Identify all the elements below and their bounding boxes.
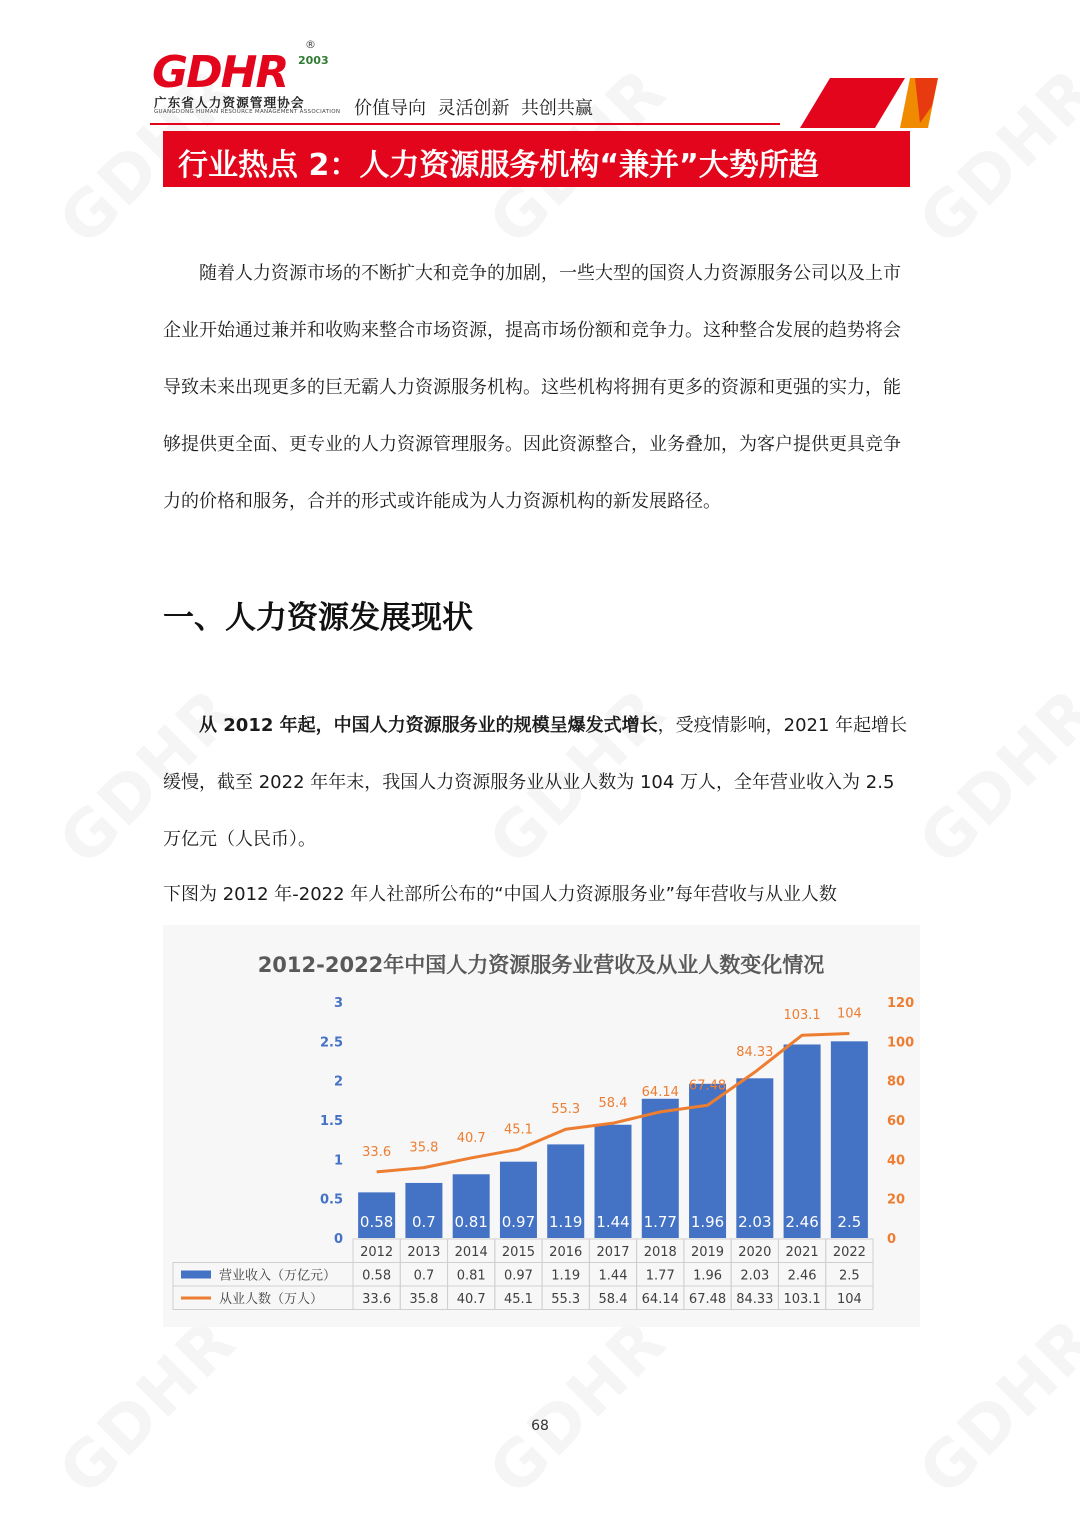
table-value: 84.33 bbox=[736, 1292, 774, 1307]
revenue-bar-label: 0.7 bbox=[411, 1213, 436, 1231]
status-paragraph bbox=[163, 697, 918, 868]
table-value: 0.7 bbox=[413, 1268, 435, 1284]
org-name-cn: 广东省人力资源管理协会 bbox=[154, 95, 305, 110]
y-right-tick-label: 100 bbox=[887, 1035, 915, 1051]
page-number: 68 bbox=[531, 1418, 549, 1434]
revenue-bar-label: 0.81 bbox=[454, 1213, 488, 1231]
legend-label: 从业人数（万人） bbox=[219, 1292, 324, 1307]
table-value: 1.19 bbox=[551, 1268, 581, 1284]
revenue-bar bbox=[784, 1044, 821, 1238]
x-tick-label: 2013 bbox=[407, 1245, 441, 1260]
revenue-bar-label: 0.97 bbox=[501, 1213, 536, 1231]
y-right-tick-label: 60 bbox=[887, 1114, 906, 1129]
x-tick-label: 2015 bbox=[501, 1245, 536, 1260]
table-value: 2.03 bbox=[740, 1268, 770, 1284]
y-left-tick-label: 0.5 bbox=[319, 1192, 343, 1208]
table-value: 1.44 bbox=[598, 1268, 628, 1284]
chart-title: 2012-2022年中国人力资源服务业营收及从业人数变化情况 bbox=[257, 953, 825, 977]
table-value: 2.46 bbox=[787, 1268, 817, 1284]
employment-point-label: 33.6 bbox=[362, 1144, 392, 1160]
table-value: 35.8 bbox=[409, 1292, 439, 1307]
revenue-bar-label: 2.03 bbox=[738, 1213, 772, 1231]
table-value: 2.5 bbox=[839, 1268, 860, 1284]
y-left-tick-label: 2 bbox=[333, 1074, 343, 1090]
table-value: 1.77 bbox=[645, 1268, 675, 1284]
revenue-bar-label: 1.44 bbox=[596, 1213, 630, 1231]
table-value: 58.4 bbox=[598, 1292, 628, 1307]
x-tick-label: 2018 bbox=[643, 1245, 677, 1260]
table-value: 103.1 bbox=[783, 1292, 821, 1307]
y-left-tick-label: 2.5 bbox=[319, 1035, 343, 1051]
employment-point-label: 55.3 bbox=[551, 1102, 581, 1118]
watermark bbox=[906, 1304, 1080, 1509]
revenue-bar-label: 1.96 bbox=[690, 1213, 725, 1231]
table-value: 0.58 bbox=[362, 1268, 392, 1284]
revenue-employment-chart bbox=[163, 925, 920, 1327]
employment-point-label: 103.1 bbox=[783, 1008, 821, 1024]
legend-swatch-bar bbox=[181, 1271, 211, 1279]
org-name-en: GUANGDONG HUMAN RESOURCE MANAGEMENT ASSOCIATION bbox=[154, 109, 341, 115]
y-right-tick-label: 40 bbox=[887, 1153, 906, 1169]
logo-year: 2003 bbox=[298, 54, 329, 67]
table-value: 104 bbox=[836, 1292, 862, 1307]
watermark bbox=[46, 1304, 251, 1509]
y-left-tick-label: 3 bbox=[333, 996, 343, 1011]
x-tick-label: 2020 bbox=[738, 1245, 772, 1260]
x-tick-label: 2017 bbox=[596, 1245, 630, 1260]
gdhr-logo bbox=[150, 45, 300, 95]
status-bold-lead: 从 2012 年起，中国人力资源服务业的规模呈爆发式增长 bbox=[199, 715, 658, 736]
employment-point-label: 35.8 bbox=[409, 1140, 439, 1156]
employment-point-label: 67.48 bbox=[688, 1078, 727, 1094]
y-right-tick-label: 20 bbox=[887, 1192, 906, 1208]
header-decoration bbox=[770, 78, 940, 128]
y-left-tick-label: 1.5 bbox=[319, 1114, 343, 1129]
slogan: 价值导向 灵活创新 共创共赢 bbox=[354, 98, 593, 119]
chart-caption bbox=[163, 866, 918, 923]
y-right-tick-label: 0 bbox=[887, 1232, 897, 1247]
revenue-bar-label: 2.5 bbox=[837, 1213, 862, 1231]
revenue-bar-label: 2.46 bbox=[785, 1213, 819, 1231]
chart-caption-text: 下图为 2012 年-2022 年人社部所公布的“中国人力资源服务业”每年营收与从业人数 bbox=[163, 884, 837, 905]
x-tick-label: 2016 bbox=[549, 1245, 583, 1260]
legend-label: 营业收入（万亿元） bbox=[219, 1268, 337, 1284]
watermark bbox=[476, 1304, 681, 1509]
table-value: 1.96 bbox=[693, 1268, 723, 1284]
revenue-bar-label: 0.58 bbox=[359, 1213, 394, 1231]
table-value: 67.48 bbox=[688, 1292, 727, 1307]
table-value: 33.6 bbox=[362, 1292, 392, 1307]
topic-banner bbox=[163, 131, 910, 187]
revenue-bar bbox=[831, 1041, 868, 1238]
table-value: 0.97 bbox=[503, 1268, 533, 1284]
employment-point-label: 40.7 bbox=[456, 1130, 486, 1146]
intro-paragraph bbox=[163, 245, 918, 530]
revenue-bar-label: 1.19 bbox=[549, 1213, 583, 1231]
y-left-tick-label: 0 bbox=[333, 1232, 343, 1247]
x-tick-label: 2022 bbox=[832, 1245, 866, 1260]
header-divider bbox=[150, 123, 780, 125]
employment-point-label: 58.4 bbox=[598, 1096, 628, 1112]
table-value: 0.81 bbox=[456, 1268, 486, 1284]
chart-svg bbox=[163, 925, 920, 1327]
x-tick-label: 2019 bbox=[690, 1245, 725, 1260]
employment-point-label: 104 bbox=[836, 1006, 862, 1022]
y-right-tick-label: 80 bbox=[887, 1074, 906, 1090]
svg-text:GDHR: GDHR bbox=[152, 47, 288, 95]
x-tick-label: 2012 bbox=[360, 1245, 394, 1260]
watermark bbox=[906, 674, 1080, 879]
employment-point-label: 45.1 bbox=[503, 1122, 533, 1138]
y-left-tick-label: 1 bbox=[333, 1153, 343, 1169]
intro-text: 随着人力资源市场的不断扩大和竞争的加剧，一些大型的国资人力资源服务公司以及上市企业开始通过兼并和收购来整合市场资源，提高市场份额和竞争力。这种整合发展的趋势将会导致未来出现更多的巨无霸人力资源服务机构。这些机构将拥有更多的资源和更强的实力，能够提供更全面、更专业的人力资源管理服务。因此资源整合，业务叠加，为客户提供更具竞争力的价格和服务，合并的形式或许能成为人力资源机构的新发展路径。 bbox=[163, 263, 901, 512]
employment-point-label: 64.14 bbox=[641, 1084, 679, 1100]
x-tick-label: 2014 bbox=[454, 1245, 488, 1260]
y-right-tick-label: 120 bbox=[887, 996, 915, 1011]
banner-title: 行业热点 2：人力资源服务机构“兼并”大势所趋 bbox=[178, 148, 819, 183]
revenue-bar-label: 1.77 bbox=[643, 1213, 677, 1231]
table-value: 55.3 bbox=[551, 1292, 581, 1307]
status-text: ，受疫情影响，2021 年起增长缓慢，截至 2022 年年末，我国人力资源服务业从业人数为 104 万人，全年营业收入为 2.5 万亿元（人民币）。 bbox=[163, 715, 908, 850]
table-value: 40.7 bbox=[456, 1292, 486, 1307]
employment-point-label: 84.33 bbox=[736, 1045, 774, 1061]
table-value: 45.1 bbox=[503, 1292, 533, 1307]
table-value: 64.14 bbox=[641, 1292, 679, 1307]
x-tick-label: 2021 bbox=[785, 1245, 819, 1260]
registered-mark: ® bbox=[305, 38, 316, 51]
section-heading: 一、人力资源发展现状 bbox=[163, 600, 473, 636]
